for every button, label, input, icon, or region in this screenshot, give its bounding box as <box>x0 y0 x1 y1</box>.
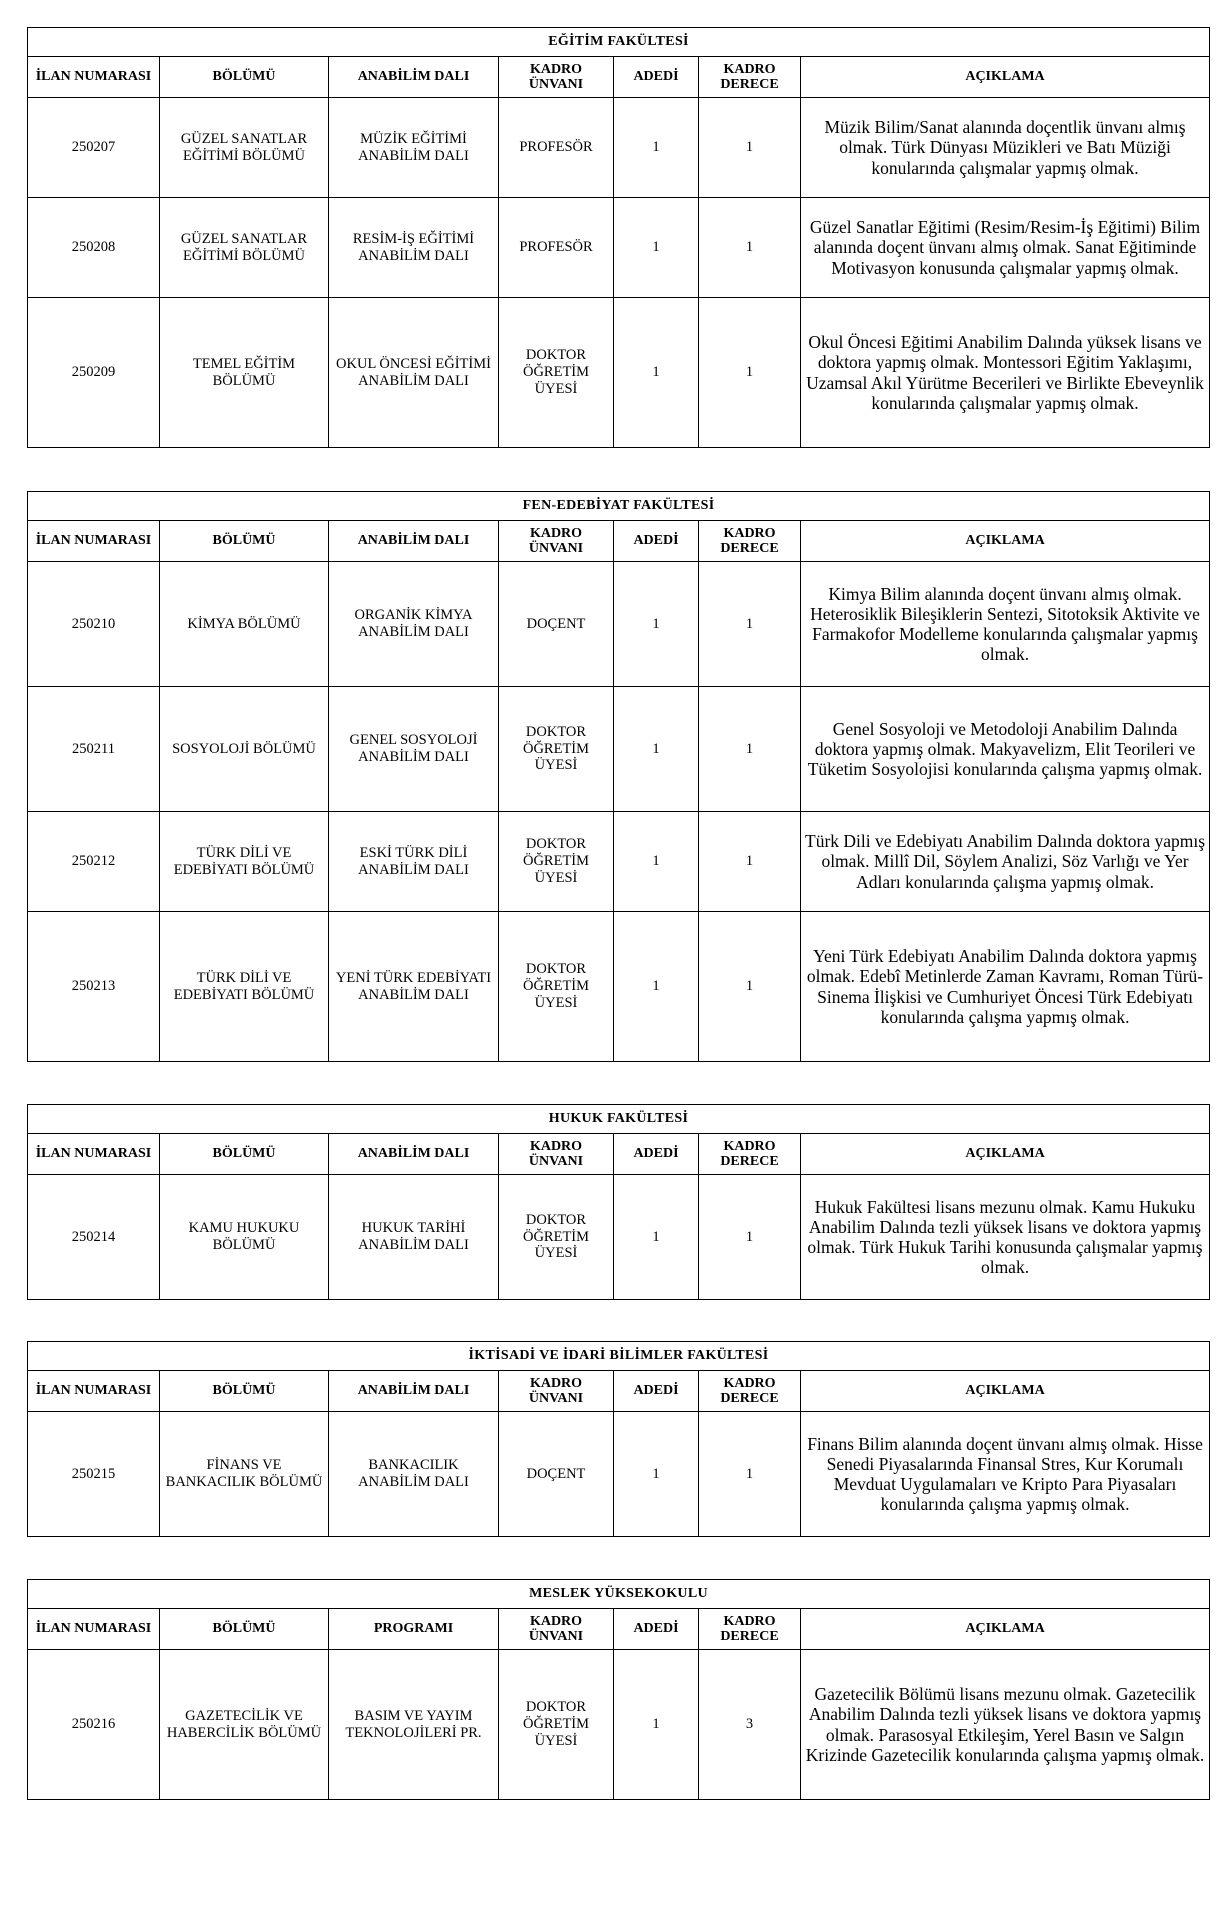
egitim-fakultesi-table <box>27 27 1210 448</box>
header-aciklama: AÇIKLAMA <box>801 521 1210 562</box>
ilan-numarasi: 250213 <box>28 912 160 1062</box>
header-aciklama: AÇIKLAMA <box>801 1371 1210 1412</box>
header-anabilim-dali: ANABİLİM DALI <box>329 1371 499 1412</box>
header-kadro-unvani: KADRO ÜNVANI <box>499 521 614 562</box>
aciklama: Gazetecilik Bölümü lisans mezunu olmak. Gazetecilik Anabilim Dalında tezli yüksek lisans ve doktora yapmış olmak. Parasosyal Etkileşim, Yerel Basın ve Salgın Krizinde Gazetecilik konularında çalışma yapmış olmak. <box>801 1650 1210 1800</box>
header-ilan-numarasi: İLAN NUMARASI <box>28 1371 160 1412</box>
kadro-unvani: DOKTOR ÖĞRETİM ÜYESİ <box>499 298 614 448</box>
kadro-derece: 1 <box>699 98 801 198</box>
fen-edebiyat-fakultesi-table <box>27 491 1210 1062</box>
adedi: 1 <box>614 812 699 912</box>
aciklama: Türk Dili ve Edebiyatı Anabilim Dalında doktora yapmış olmak. Millî Dil, Söylem Analizi, Söz Varlığı ve Yer Adları konularında çalışma yapmış olmak. <box>801 812 1210 912</box>
header-adedi: ADEDİ <box>614 1609 699 1650</box>
adedi: 1 <box>614 1175 699 1300</box>
header-bolumu: BÖLÜMÜ <box>160 1609 329 1650</box>
bolum: GAZETECİLİK VE HABERCİLİK BÖLÜMÜ <box>160 1650 329 1800</box>
table-row <box>28 687 1210 812</box>
aciklama: Okul Öncesi Eğitimi Anabilim Dalında yüksek lisans ve doktora yapmış olmak. Montessori Eğitim Yaklaşımı, Uzamsal Akıl Yürütme Becerileri ve Birlikte Ebeveynlik konularında çalışmalar yapmış olmak. <box>801 298 1210 448</box>
header-ilan-numarasi: İLAN NUMARASI <box>28 1609 160 1650</box>
kadro-unvani: DOKTOR ÖĞRETİM ÜYESİ <box>499 687 614 812</box>
adedi: 1 <box>614 562 699 687</box>
header-kadro-unvani: KADRO ÜNVANI <box>499 1134 614 1175</box>
kadro-unvani: PROFESÖR <box>499 198 614 298</box>
header-kadro-derece: KADRO DERECE <box>699 57 801 98</box>
kadro-unvani: DOKTOR ÖĞRETİM ÜYESİ <box>499 1175 614 1300</box>
ilan-numarasi: 250215 <box>28 1412 160 1537</box>
header-programi: PROGRAMI <box>329 1609 499 1650</box>
kadro-unvani: DOKTOR ÖĞRETİM ÜYESİ <box>499 1650 614 1800</box>
bolum: SOSYOLOJİ BÖLÜMÜ <box>160 687 329 812</box>
adedi: 1 <box>614 198 699 298</box>
kadro-unvani: DOKTOR ÖĞRETİM ÜYESİ <box>499 812 614 912</box>
anabilim-dali: RESİM-İŞ EĞİTİMİ ANABİLİM DALI <box>329 198 499 298</box>
anabilim-dali: MÜZİK EĞİTİMİ ANABİLİM DALI <box>329 98 499 198</box>
kadro-derece: 1 <box>699 562 801 687</box>
section-title: FEN-EDEBİYAT FAKÜLTESİ <box>28 492 1210 521</box>
adedi: 1 <box>614 687 699 812</box>
bolum: FİNANS VE BANKACILIK BÖLÜMÜ <box>160 1412 329 1537</box>
table-row <box>28 298 1210 448</box>
header-kadro-unvani: KADRO ÜNVANI <box>499 1371 614 1412</box>
ilan-numarasi: 250216 <box>28 1650 160 1800</box>
aciklama: Finans Bilim alanında doçent ünvanı almış olmak. Hisse Senedi Piyasalarında Finansal Stres, Kur Korumalı Mevduat Uygulamaları ve Kripto Para Piyasaları konularında çalışma yapmış olmak. <box>801 1412 1210 1537</box>
header-ilan-numarasi: İLAN NUMARASI <box>28 1134 160 1175</box>
anabilim-dali: GENEL SOSYOLOJİ ANABİLİM DALI <box>329 687 499 812</box>
header-ilan-numarasi: İLAN NUMARASI <box>28 57 160 98</box>
bolum: GÜZEL SANATLAR EĞİTİMİ BÖLÜMÜ <box>160 98 329 198</box>
aciklama: Güzel Sanatlar Eğitimi (Resim/Resim-İş Eğitimi) Bilim alanında doçent ünvanı almış olmak. Sanat Eğitiminde Motivasyon konusunda çalışmalar yapmış olmak. <box>801 198 1210 298</box>
aciklama: Kimya Bilim alanında doçent ünvanı almış olmak. Heterosiklik Bileşiklerin Sentezi, Sitotoksik Aktivite ve Farmakofor Modelleme konularında çalışmalar yapmış olmak. <box>801 562 1210 687</box>
adedi: 1 <box>614 298 699 448</box>
anabilim-dali: HUKUK TARİHİ ANABİLİM DALI <box>329 1175 499 1300</box>
kadro-derece: 1 <box>699 812 801 912</box>
adedi: 1 <box>614 98 699 198</box>
table-row <box>28 198 1210 298</box>
header-aciklama: AÇIKLAMA <box>801 1134 1210 1175</box>
kadro-derece: 1 <box>699 298 801 448</box>
ilan-numarasi: 250212 <box>28 812 160 912</box>
kadro-unvani: DOÇENT <box>499 1412 614 1537</box>
bolum: KAMU HUKUKU BÖLÜMÜ <box>160 1175 329 1300</box>
bolum: TEMEL EĞİTİM BÖLÜMÜ <box>160 298 329 448</box>
header-kadro-derece: KADRO DERECE <box>699 521 801 562</box>
table-row <box>28 1175 1210 1300</box>
aciklama: Müzik Bilim/Sanat alanında doçentlik ünvanı almış olmak. Türk Dünyası Müzikleri ve Batı Müziği konularında çalışmalar yapmış olmak. <box>801 98 1210 198</box>
kadro-derece: 3 <box>699 1650 801 1800</box>
header-aciklama: AÇIKLAMA <box>801 57 1210 98</box>
ilan-numarasi: 250210 <box>28 562 160 687</box>
section-title: EĞİTİM FAKÜLTESİ <box>28 28 1210 57</box>
adedi: 1 <box>614 912 699 1062</box>
table-row <box>28 98 1210 198</box>
header-bolumu: BÖLÜMÜ <box>160 1371 329 1412</box>
ilan-numarasi: 250208 <box>28 198 160 298</box>
header-adedi: ADEDİ <box>614 521 699 562</box>
anabilim-dali: ESKİ TÜRK DİLİ ANABİLİM DALI <box>329 812 499 912</box>
aciklama: Genel Sosyoloji ve Metodoloji Anabilim Dalında doktora yapmış olmak. Makyavelizm, Elit Teorileri ve Tüketim Sosyolojisi konularında çalışma yapmış olmak. <box>801 687 1210 812</box>
header-aciklama: AÇIKLAMA <box>801 1609 1210 1650</box>
adedi: 1 <box>614 1650 699 1800</box>
anabilim-dali: OKUL ÖNCESİ EĞİTİMİ ANABİLİM DALI <box>329 298 499 448</box>
header-kadro-unvani: KADRO ÜNVANI <box>499 57 614 98</box>
header-adedi: ADEDİ <box>614 1371 699 1412</box>
ilan-numarasi: 250211 <box>28 687 160 812</box>
hukuk-fakultesi-table <box>27 1104 1210 1300</box>
section-title: İKTİSADİ VE İDARİ BİLİMLER FAKÜLTESİ <box>28 1342 1210 1371</box>
ilan-numarasi: 250207 <box>28 98 160 198</box>
iktisadi-idari-bilimler-fakultesi-table <box>27 1341 1210 1537</box>
anabilim-dali: YENİ TÜRK EDEBİYATI ANABİLİM DALI <box>329 912 499 1062</box>
kadro-derece: 1 <box>699 1175 801 1300</box>
ilan-numarasi: 250209 <box>28 298 160 448</box>
header-adedi: ADEDİ <box>614 1134 699 1175</box>
anabilim-dali: BANKACILIK ANABİLİM DALI <box>329 1412 499 1537</box>
aciklama: Yeni Türk Edebiyatı Anabilim Dalında doktora yapmış olmak. Edebî Metinlerde Zaman Kavramı, Roman Türü-Sinema İlişkisi ve Cumhuriyet Öncesi Türk Edebiyatı konularında çalışma yapmış olmak. <box>801 912 1210 1062</box>
header-kadro-derece: KADRO DERECE <box>699 1371 801 1412</box>
bolum: TÜRK DİLİ VE EDEBİYATI BÖLÜMÜ <box>160 812 329 912</box>
header-bolumu: BÖLÜMÜ <box>160 1134 329 1175</box>
kadro-derece: 1 <box>699 198 801 298</box>
header-kadro-derece: KADRO DERECE <box>699 1134 801 1175</box>
bolum: KİMYA BÖLÜMÜ <box>160 562 329 687</box>
table-row <box>28 562 1210 687</box>
header-adedi: ADEDİ <box>614 57 699 98</box>
table-row <box>28 912 1210 1062</box>
adedi: 1 <box>614 1412 699 1537</box>
header-ilan-numarasi: İLAN NUMARASI <box>28 521 160 562</box>
section-title: MESLEK YÜKSEKOKULU <box>28 1580 1210 1609</box>
header-anabilim-dali: ANABİLİM DALI <box>329 1134 499 1175</box>
meslek-yuksekokulu-table <box>27 1579 1210 1800</box>
kadro-unvani: DOÇENT <box>499 562 614 687</box>
bolum: GÜZEL SANATLAR EĞİTİMİ BÖLÜMÜ <box>160 198 329 298</box>
kadro-unvani: DOKTOR ÖĞRETİM ÜYESİ <box>499 912 614 1062</box>
kadro-derece: 1 <box>699 1412 801 1537</box>
header-kadro-unvani: KADRO ÜNVANI <box>499 1609 614 1650</box>
programi: BASIM VE YAYIM TEKNOLOJİLERİ PR. <box>329 1650 499 1800</box>
table-row <box>28 812 1210 912</box>
ilan-numarasi: 250214 <box>28 1175 160 1300</box>
kadro-unvani: PROFESÖR <box>499 98 614 198</box>
header-anabilim-dali: ANABİLİM DALI <box>329 57 499 98</box>
bolum: TÜRK DİLİ VE EDEBİYATI BÖLÜMÜ <box>160 912 329 1062</box>
header-kadro-derece: KADRO DERECE <box>699 1609 801 1650</box>
table-row <box>28 1650 1210 1800</box>
section-title: HUKUK FAKÜLTESİ <box>28 1105 1210 1134</box>
table-row <box>28 1412 1210 1537</box>
header-bolumu: BÖLÜMÜ <box>160 57 329 98</box>
header-anabilim-dali: ANABİLİM DALI <box>329 521 499 562</box>
kadro-derece: 1 <box>699 687 801 812</box>
anabilim-dali: ORGANİK KİMYA ANABİLİM DALI <box>329 562 499 687</box>
aciklama: Hukuk Fakültesi lisans mezunu olmak. Kamu Hukuku Anabilim Dalında tezli yüksek lisans ve doktora yapmış olmak. Türk Hukuk Tarihi konusunda çalışmalar yapmış olmak. <box>801 1175 1210 1300</box>
kadro-derece: 1 <box>699 912 801 1062</box>
header-bolumu: BÖLÜMÜ <box>160 521 329 562</box>
